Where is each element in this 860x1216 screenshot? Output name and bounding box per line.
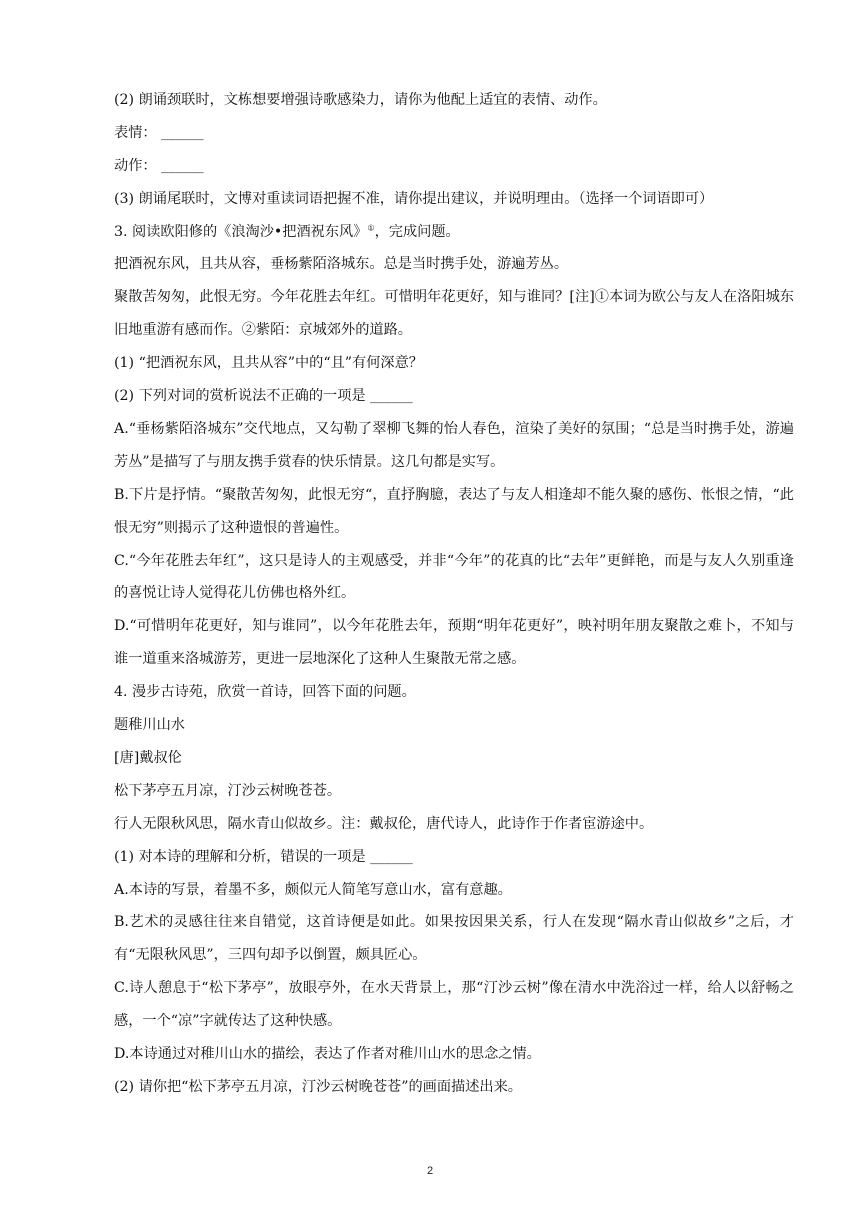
- q3-sub1: (1) “把酒祝东风，且共从容”中的“且”有何深意？: [114, 355, 423, 372]
- q4-option-b: B.艺术的灵感往往来自错觉，这首诗便是如此。如果按因果关系，行人在发现“隔水青山似故乡”之后，才有“无限秋风思”，三四句却予以倒置，颇具匠心。: [114, 914, 794, 964]
- q4-sub1: (1) 对本诗的理解和分析，错误的一项是 ______: [114, 848, 413, 865]
- q4-option-a: A.本诗的写景，着墨不多，颇似元人简笔写意山水，富有意趣。: [114, 881, 512, 898]
- question-3-heading: 3. 阅读欧阳修的《浪淘沙•把酒祝东风》①，完成问题。: [114, 222, 460, 240]
- q4-option-c: C.诗人憩息于“松下茅亭”，放眼亭外，在水天背景上，那“汀沙云树”像在清水中洗浴过一样，给人以舒畅之感，一个“凉”字就传达了这种快感。: [114, 980, 794, 1030]
- option-a: A.“垂杨紫陌洛城东”交代地点，又勾勒了翠柳飞舞的怡人春色，渲染了美好的氛围；“总是当时携手处，游遍芳丛”是描写了与朋友携手赏春的快乐情景。这几句都是实写。: [114, 420, 794, 470]
- poem-line-1: 把酒祝东风，且共从容，垂杨紫陌洛城东。总是当时携手处，游遍芳丛。: [114, 256, 569, 273]
- poem-line-2-and-note: 聚散苦匆匆，此恨无穷。今年花胜去年红。可惜明年花更好，知与谁同？[注]①本词为欧公与友人在洛阳城东旧地重游有感而作。②紫陌：京城郊外的道路。: [114, 289, 794, 339]
- q3-sub2: (2) 下列对词的赏析说法不正确的一项是 ______: [114, 388, 413, 405]
- q4-sub2: (2) 请你把“松下茅亭五月凉，汀沙云树晚苍苍”的画面描述出来。: [114, 1078, 522, 1095]
- option-b: B.下片是抒情。“聚散苦匆匆，此恨无穷“，直抒胸臆，表达了与友人相逢却不能久聚的感伤、怅恨之情，“此恨无穷”则揭示了这种遗恨的普遍性。: [114, 486, 794, 536]
- poem-couplet-2-and-note: 行人无限秋风思，隔水青山似故乡。注：戴叔伦，唐代诗人，此诗作于作者宦游途中。: [114, 815, 654, 832]
- poem-author: [唐]戴叔伦: [114, 749, 182, 766]
- poem-couplet-1: 松下茅亭五月凉，汀沙云树晚苍苍。: [114, 782, 342, 799]
- page-number: 2: [426, 1165, 434, 1177]
- question-4-heading: 4. 漫步古诗苑，欣赏一首诗，回答下面的问题。: [114, 684, 416, 701]
- option-d: D.“可惜明年花更好，知与谁同”，以今年花胜去年，预期“明年花更好”，映衬明年朋友聚散之难卜，不知与谁一道重来洛城游芳，更进一层地深化了这种人生聚散无常之感。: [114, 618, 794, 668]
- q2-sub2: (2) 朗诵颈联时，文栋想要增强诗歌感染力，请你为他配上适宜的表情、动作。: [114, 92, 607, 108]
- poem-title: 题稚川山水: [114, 717, 185, 734]
- q4-option-d: D.本诗通过对稚川山水的描绘，表达了作者对稚川山水的思念之情。: [114, 1046, 541, 1063]
- answer-expression: 表情： ______: [114, 124, 204, 141]
- page-content: [114, 84, 794, 1104]
- answer-action: 动作： ______: [114, 157, 204, 174]
- footnote-marker: ①: [367, 222, 375, 232]
- q2-sub3: (3) 朗诵尾联时，文博对重读词语把握不准，请你提出建议，并说明理由。（选择一个词语即可）: [114, 190, 714, 207]
- option-c: C.“今年花胜去年红”，这只是诗人的主观感受，并非“今年”的花真的比“去年”更鲜艳，而是与友人久别重逢的喜悦让诗人觉得花儿仿佛也格外红。: [114, 552, 794, 602]
